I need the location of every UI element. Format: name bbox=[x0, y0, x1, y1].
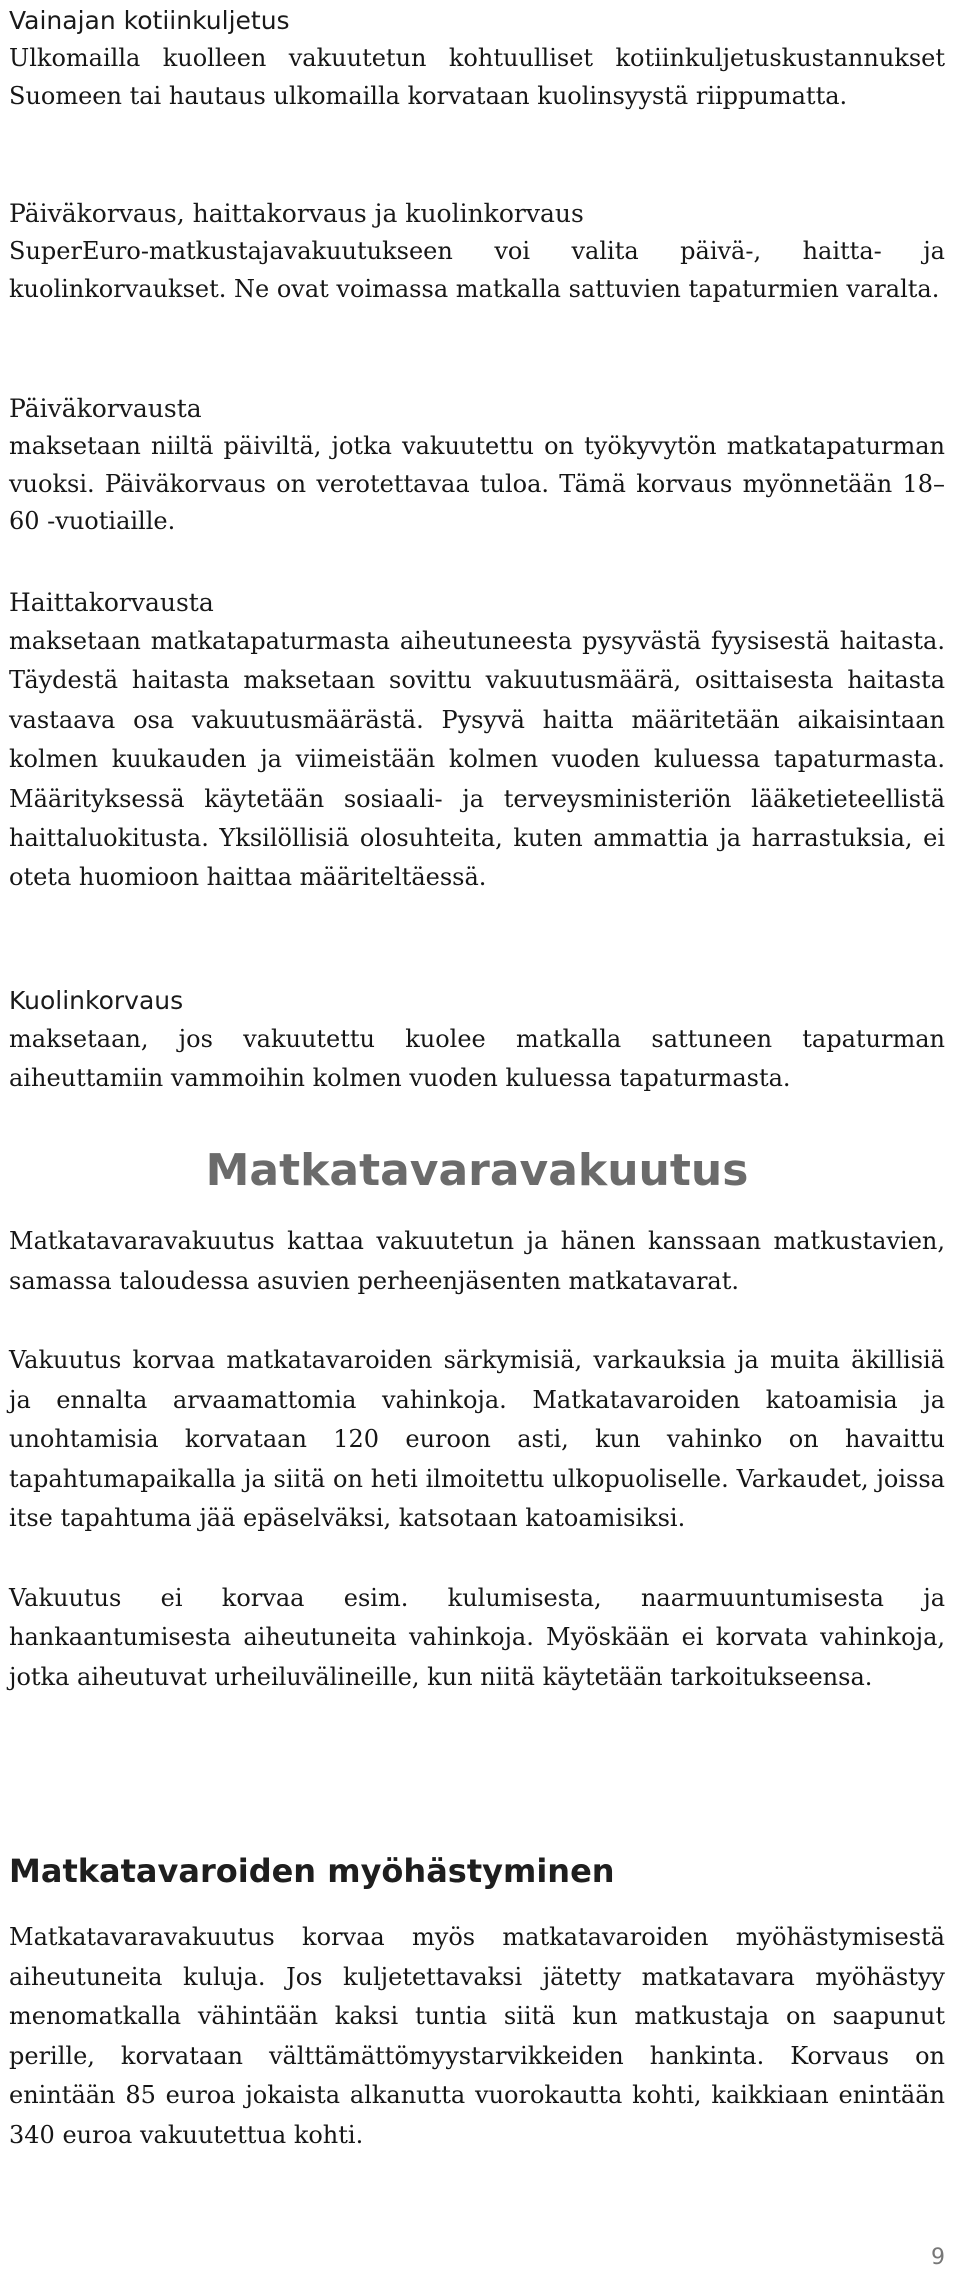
section-baggage-delay bbox=[9, 1918, 945, 2155]
heading-death-benefit: Kuolinkorvaus bbox=[9, 986, 184, 1015]
section-title-baggage-delay: Matkatavaroiden myöhästyminen bbox=[9, 1852, 615, 1890]
text-home-transport: Ulkomailla kuolleen vakuutetun kohtuulliset kotiinkuljetuskustannukset Suomeen tai hautaus ulkomailla korvataan kuolinsyystä riippumatta. bbox=[9, 44, 945, 110]
text-death-benefit: maksetaan, jos vakuutettu kuolee matkalla sattuneen tapaturman aiheuttamiin vammoihin kolmen vuoden kuluessa tapaturmasta. bbox=[9, 1025, 945, 1093]
baggage-paragraph-2: Vakuutus korvaa matkatavaroiden särkymisiä, varkauksia ja muita äkillisiä ja ennalta arvaamattomia vahinkoja. Matkatavaroiden katoamisia ja unohtamisia korvataan 120 euroon asti, kun vahinko on havaittu tapahtumapaikalla ja siitä on heti ilmoitettu ulkopuoliselle. Varkaudet, joissa itse tapahtuma jää epäselväksi, katsotaan katoamisiksi. bbox=[9, 1346, 945, 1532]
section-baggage bbox=[9, 1222, 945, 1697]
baggage-paragraph-3: Vakuutus ei korvaa esim. kulumisesta, naarmuuntumisesta ja hankaantumisesta aiheutuneita vahinkoja. Myöskään ei korvata vahinkoja, jotka aiheutuvat urheiluvälineille, kun niitä käytetään tarkoitukseensa. bbox=[9, 1583, 945, 1691]
section-title-baggage: Matkatavaravakuutus bbox=[205, 1145, 749, 1196]
page-number: 9 bbox=[931, 2245, 945, 2270]
section-daily-allowance bbox=[9, 390, 945, 541]
text-daily-allowance: maksetaan niiltä päiviltä, jotka vakuutettu on työkyvytön matkatapaturman vuoksi. Päiväkorvaus on verotettavaa tuloa. Tämä korvaus myönnetään 18–60 -vuotiaille. bbox=[9, 432, 945, 535]
section-death-benefit bbox=[9, 982, 945, 1099]
baggage-paragraph-1: Matkatavaravakuutus kattaa vakuutetun ja hänen kanssaan matkustavien, samassa taloudessa asuvien perheenjäsenten matkatavarat. bbox=[9, 1227, 945, 1295]
text-baggage-delay: Matkatavaravakuutus korvaa myös matkatavaroiden myöhästymisestä aiheutuneita kuluja. Jos kuljetettavaksi jätetty matkatavara myöhästyy menomatkalla vähintään kaksi tuntia siitä kun matkustaja on saapunut perille, korvataan välttämättömyystarvikkeiden hankinta. Korvaus on enintään 85 euroa jokaista alkanutta vuorokautta kohti, kaikkiaan enintään 340 euroa vakuutettua kohti. bbox=[9, 1923, 945, 2149]
heading-disability: Haittakorvausta bbox=[9, 588, 214, 617]
text-compensation-intro: SuperEuro-matkustajavakuutukseen voi valita päivä-, haitta- ja kuolinkorvaukset. Ne ovat voimassa matkalla sattuvien tapaturmien varalta. bbox=[9, 237, 945, 303]
heading-home-transport: Vainajan kotiinkuljetus bbox=[9, 6, 290, 35]
heading-compensation-intro: Päiväkorvaus, haittakorvaus ja kuolinkorvaus bbox=[9, 199, 584, 228]
section-disability bbox=[9, 584, 945, 898]
section-compensation-intro bbox=[9, 195, 945, 308]
text-disability: maksetaan matkatapaturmasta aiheutuneesta pysyvästä fyysisestä haitasta. Täydestä haitasta maksetaan sovittu vakuutusmäärä, osittaisesta haitasta vastaava osa vakuutusmäärästä. Pysyvä haitta määritetään aikaisintaan kolmen kuukauden ja viimeistään kolmen vuoden kuluessa tapaturmasta. Määrityksessä käytetään sosiaali- ja terveysministeriön lääketieteellistä haittaluokitusta. Yksilöllisiä olosuhteita, kuten ammattia ja harrastuksia, ei oteta huomioon haittaa määriteltäessä. bbox=[9, 627, 945, 892]
section-home-transport bbox=[9, 2, 945, 115]
heading-daily-allowance: Päiväkorvausta bbox=[9, 394, 202, 423]
